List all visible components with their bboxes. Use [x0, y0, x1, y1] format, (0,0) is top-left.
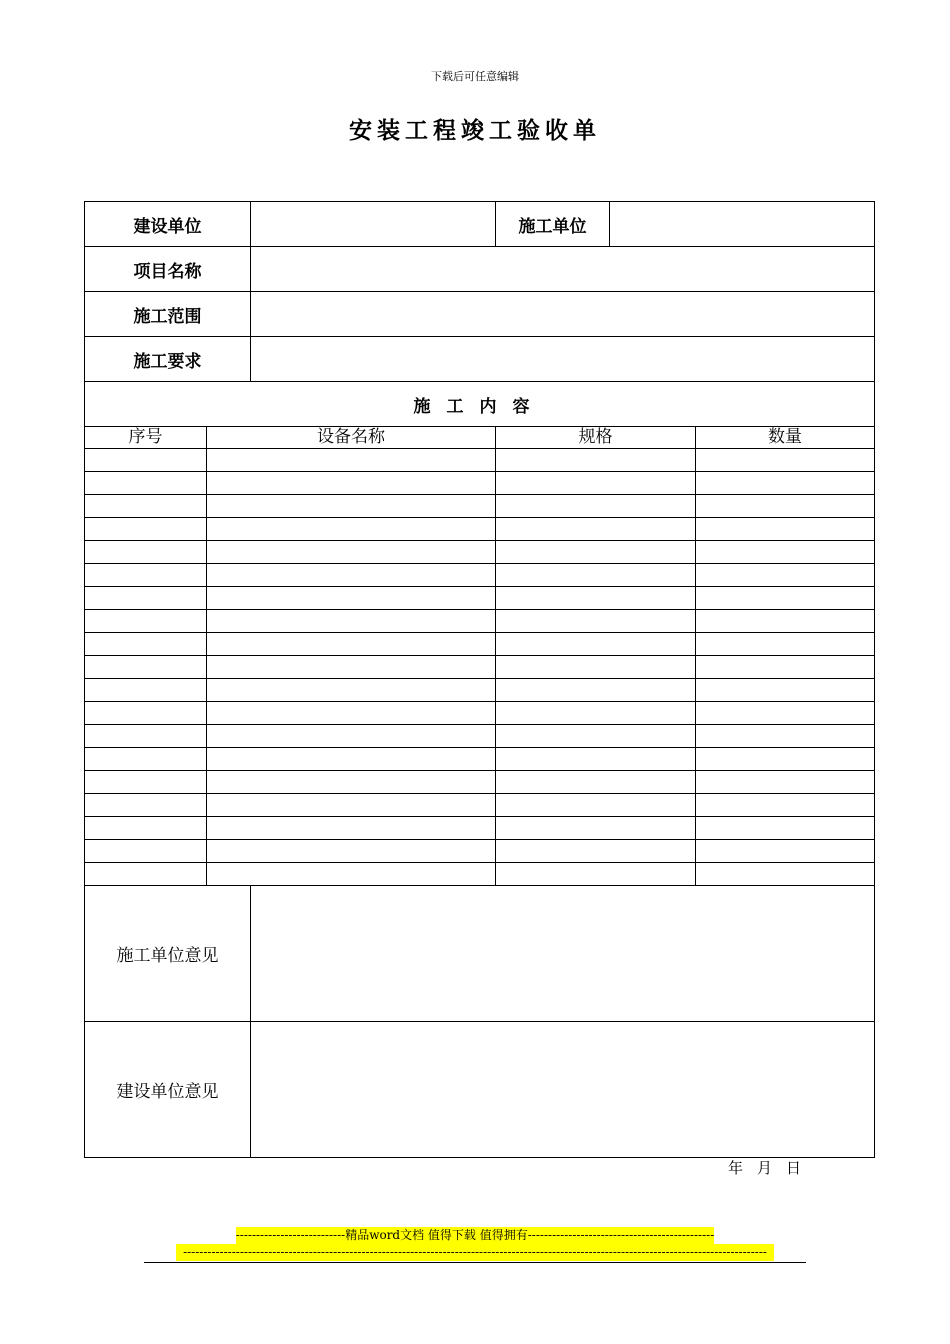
cell-index[interactable]: [85, 633, 207, 656]
table-row: [85, 771, 875, 794]
cell-quantity[interactable]: [696, 587, 875, 610]
table-row: [85, 518, 875, 541]
cell-index[interactable]: [85, 771, 207, 794]
cell-quantity[interactable]: [696, 541, 875, 564]
cell-quantity[interactable]: [696, 748, 875, 771]
cell-device-name[interactable]: [207, 541, 496, 564]
table-row: [85, 587, 875, 610]
row-scope: [85, 292, 875, 337]
table-row: [85, 449, 875, 472]
cell-quantity[interactable]: [696, 564, 875, 587]
footer-line-1: ---------------------------精品word文档 值得下载 值得拥有----------------------------------------------: [235, 1228, 715, 1242]
column-header-index: 序号: [85, 427, 207, 449]
date-line: [728, 1157, 815, 1178]
cell-quantity[interactable]: [696, 840, 875, 863]
date-year: 年: [728, 1159, 744, 1177]
cell-device-name[interactable]: [207, 840, 496, 863]
cell-device-name[interactable]: [207, 518, 496, 541]
table-row: [85, 495, 875, 518]
build-unit-field[interactable]: [251, 202, 496, 247]
scope-field[interactable]: [251, 292, 875, 337]
cell-device-name[interactable]: [207, 449, 496, 472]
cell-index[interactable]: [85, 702, 207, 725]
document-title: 安装工程竣工验收单: [349, 117, 601, 144]
cell-device-name[interactable]: [207, 633, 496, 656]
scope-label: 施工范围: [85, 292, 251, 337]
date-day: 日: [786, 1159, 802, 1177]
cell-quantity[interactable]: [696, 794, 875, 817]
project-name-field[interactable]: [251, 247, 875, 292]
cell-quantity[interactable]: [696, 472, 875, 495]
cell-quantity[interactable]: [696, 449, 875, 472]
cell-device-name[interactable]: [207, 817, 496, 840]
cell-spec[interactable]: [496, 771, 696, 794]
build-unit-opinion-field[interactable]: [251, 1022, 875, 1158]
cell-index[interactable]: [85, 794, 207, 817]
requirements-field[interactable]: [251, 337, 875, 382]
cell-device-name[interactable]: [207, 495, 496, 518]
table-row: [85, 656, 875, 679]
table-row: [85, 472, 875, 495]
requirements-label: 施工要求: [85, 337, 251, 382]
cell-device-name[interactable]: [207, 587, 496, 610]
table-row: [85, 748, 875, 771]
cell-device-name[interactable]: [207, 610, 496, 633]
cell-index[interactable]: [85, 725, 207, 748]
cell-index[interactable]: [85, 656, 207, 679]
cell-quantity[interactable]: [696, 863, 875, 886]
table-row: [85, 817, 875, 840]
table-row: [85, 679, 875, 702]
column-header-quantity: 数量: [696, 427, 875, 449]
cell-index[interactable]: [85, 840, 207, 863]
cell-spec[interactable]: [496, 564, 696, 587]
section-title: 施工内容: [85, 382, 875, 427]
cell-device-name[interactable]: [207, 564, 496, 587]
cell-spec[interactable]: [496, 702, 696, 725]
cell-quantity[interactable]: [696, 610, 875, 633]
cell-quantity[interactable]: [696, 495, 875, 518]
cell-index[interactable]: [85, 495, 207, 518]
cell-index[interactable]: [85, 449, 207, 472]
cell-quantity[interactable]: [696, 817, 875, 840]
cell-spec[interactable]: [496, 610, 696, 633]
cell-device-name[interactable]: [207, 656, 496, 679]
cell-spec[interactable]: [496, 863, 696, 886]
cell-quantity[interactable]: [696, 656, 875, 679]
cell-index[interactable]: [85, 472, 207, 495]
cell-index[interactable]: [85, 748, 207, 771]
header-note: 下载后可任意编辑: [431, 70, 519, 83]
cell-spec[interactable]: [496, 656, 696, 679]
table-row: [85, 610, 875, 633]
table-row: [85, 564, 875, 587]
cell-device-name[interactable]: [207, 472, 496, 495]
footer-line-2: ------------------------------------------------------------------------------------------------------------------------------------------------: [176, 1244, 774, 1261]
cell-quantity[interactable]: [696, 702, 875, 725]
cell-device-name[interactable]: [207, 679, 496, 702]
table-row: [85, 702, 875, 725]
contractor-opinion-field[interactable]: [251, 886, 875, 1022]
cell-spec[interactable]: [496, 840, 696, 863]
cell-device-name[interactable]: [207, 863, 496, 886]
cell-index[interactable]: [85, 541, 207, 564]
footer-banner: [0, 1227, 950, 1266]
column-header-spec: 规格: [496, 427, 696, 449]
cell-spec[interactable]: [496, 541, 696, 564]
cell-index[interactable]: [85, 679, 207, 702]
table-row: [85, 633, 875, 656]
cell-quantity[interactable]: [696, 725, 875, 748]
row-contractor-opinion: [85, 886, 875, 1022]
cell-spec[interactable]: [496, 472, 696, 495]
build-unit-label: 建设单位: [85, 202, 251, 247]
cell-device-name[interactable]: [207, 771, 496, 794]
cell-spec[interactable]: [496, 679, 696, 702]
project-name-label: 项目名称: [85, 247, 251, 292]
cell-spec[interactable]: [496, 725, 696, 748]
cell-spec[interactable]: [496, 817, 696, 840]
acceptance-form: [84, 201, 875, 1158]
cell-index[interactable]: [85, 863, 207, 886]
table-row: [85, 541, 875, 564]
contractor-opinion-label: 施工单位意见: [85, 886, 251, 1022]
row-build-contractor: [85, 202, 875, 247]
cell-index[interactable]: [85, 817, 207, 840]
cell-device-name[interactable]: [207, 725, 496, 748]
table-row: [85, 794, 875, 817]
row-project-name: [85, 247, 875, 292]
cell-spec[interactable]: [496, 587, 696, 610]
table-row: [85, 840, 875, 863]
cell-device-name[interactable]: [207, 702, 496, 725]
build-unit-opinion-label: 建设单位意见: [85, 1022, 251, 1158]
cell-spec[interactable]: [496, 495, 696, 518]
cell-spec[interactable]: [496, 748, 696, 771]
date-month: 月: [757, 1159, 773, 1177]
cell-index[interactable]: [85, 518, 207, 541]
footer-rule: [144, 1262, 806, 1263]
table-row: [85, 725, 875, 748]
cell-quantity[interactable]: [696, 518, 875, 541]
column-header-row: [85, 427, 875, 449]
cell-index[interactable]: [85, 587, 207, 610]
table-row: [85, 863, 875, 886]
row-section-title: [85, 382, 875, 427]
cell-index[interactable]: [85, 610, 207, 633]
contractor-label: 施工单位: [496, 202, 610, 247]
cell-quantity[interactable]: [696, 771, 875, 794]
cell-quantity[interactable]: [696, 679, 875, 702]
contractor-field[interactable]: [610, 202, 875, 247]
cell-index[interactable]: [85, 564, 207, 587]
column-header-device-name: 设备名称: [207, 427, 496, 449]
row-requirements: [85, 337, 875, 382]
cell-spec[interactable]: [496, 518, 696, 541]
cell-device-name[interactable]: [207, 748, 496, 771]
cell-spec[interactable]: [496, 633, 696, 656]
cell-spec[interactable]: [496, 794, 696, 817]
cell-quantity[interactable]: [696, 633, 875, 656]
cell-device-name[interactable]: [207, 794, 496, 817]
cell-spec[interactable]: [496, 449, 696, 472]
row-build-unit-opinion: [85, 1022, 875, 1158]
